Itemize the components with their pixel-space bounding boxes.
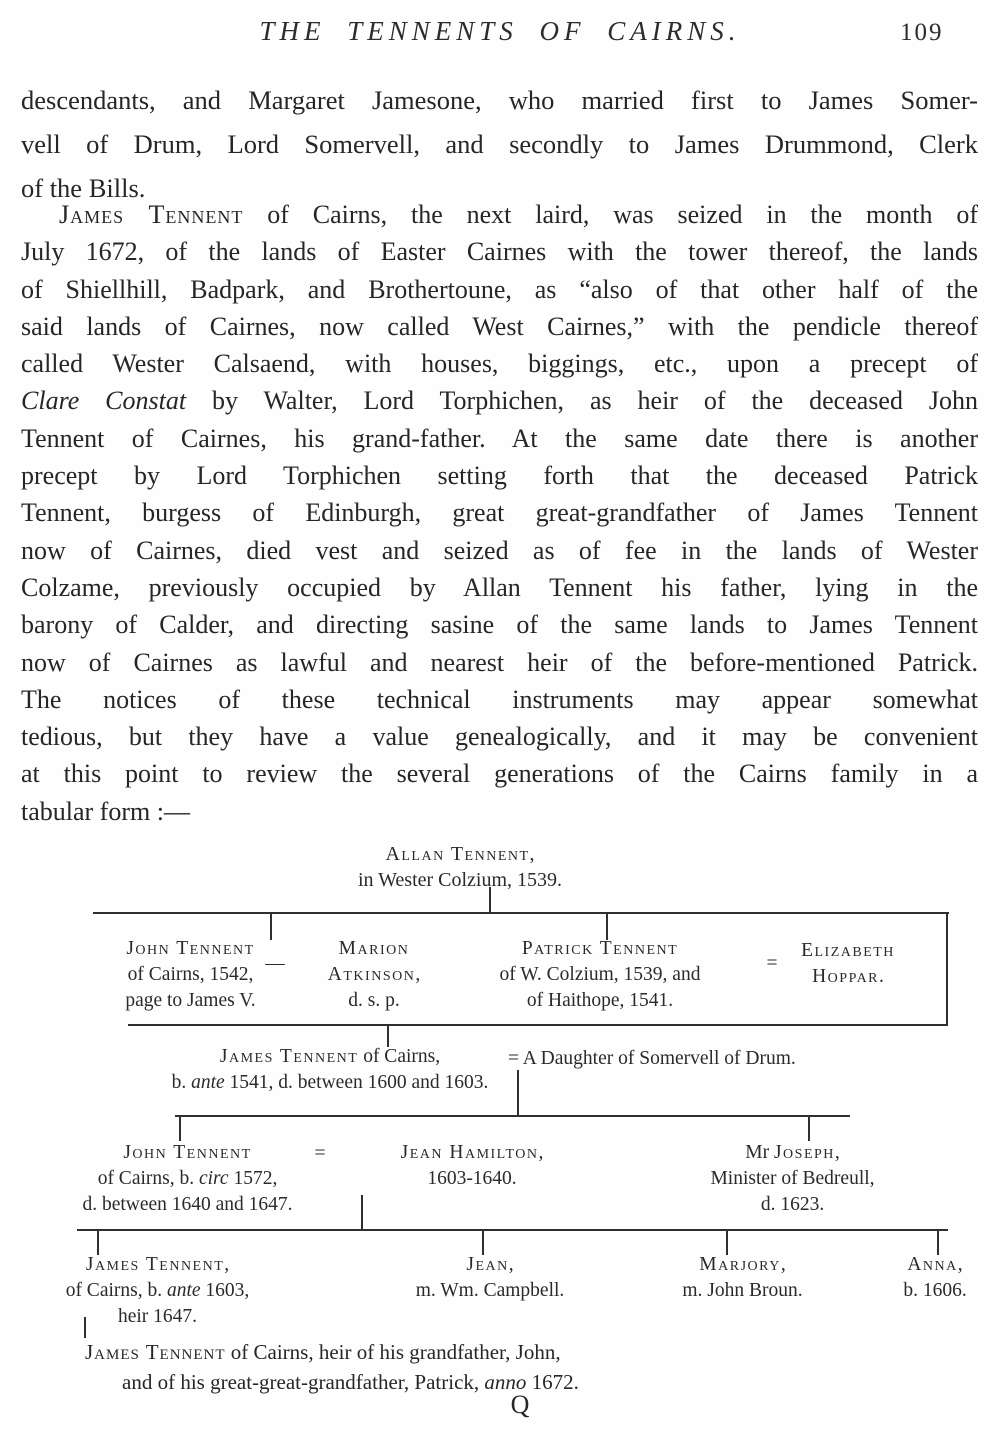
- tree-node-marion-atkinson: [294, 936, 454, 1014]
- tree-line: [77, 1229, 948, 1231]
- marriage-connector: —: [265, 953, 285, 974]
- tree-node-james-tennent-of-cairns: [110, 1044, 550, 1096]
- tree-node-jean: [385, 1252, 595, 1304]
- text-line: Clare Constat by Walter, Lord Torphichen, as heir of the deceased John: [21, 386, 978, 416]
- tree-line: [361, 1195, 363, 1231]
- person-name: John Tennent: [126, 938, 255, 959]
- text-line: descendants, and Margaret Jamesone, who married first to James Somer-: [21, 85, 978, 115]
- text-line: Tennent of Cairnes, his grand-father. At the same date there is another: [21, 423, 978, 453]
- person-detail: heir 1647.: [117, 1306, 198, 1327]
- person-name: Patrick Tennent: [521, 938, 679, 959]
- person-name: James Tennent of Cairns,: [219, 1046, 441, 1067]
- person-detail: b. 1606.: [903, 1280, 967, 1301]
- running-title: THE TENNENTS OF CAIRNS.: [259, 16, 741, 46]
- person-name: James Tennent,: [85, 1254, 230, 1275]
- person-detail: of Haithope, 1541.: [526, 990, 674, 1011]
- text-line: Tennent, burgess of Edinburgh, great great-grandfather of James Tennent: [21, 498, 978, 528]
- tree-node-mr-joseph: [665, 1140, 920, 1218]
- marriage-connector: =: [314, 1143, 326, 1164]
- text-line: now of Cairnes as lawful and nearest heir of the before-mentioned Patrick.: [21, 647, 978, 677]
- person-detail: d. s. p.: [348, 990, 400, 1011]
- person-name: Marjory,: [699, 1254, 786, 1275]
- person-name: Mr Joseph,: [745, 1142, 840, 1163]
- text-line: tedious, but they have a value genealogically, and it may be convenient: [21, 722, 978, 752]
- person-name: Allan Tennent,: [385, 843, 535, 865]
- person-detail: 1603-1640.: [427, 1168, 517, 1189]
- tree-node-allan-tennent: [310, 841, 610, 893]
- text-line: of the Bills.: [21, 173, 146, 203]
- person-detail: of Cairns, b. circ 1572,: [97, 1168, 278, 1189]
- marriage-connector: =: [766, 953, 778, 974]
- person-detail: m. Wm. Campbell.: [415, 1280, 565, 1301]
- text-line: said lands of Cairnes, now called West Cairnes,” with the pendicle thereof: [21, 311, 978, 341]
- page-number: 109: [900, 19, 944, 46]
- text-line: called Wester Calsaend, with houses, biggings, etc., upon a precept of: [21, 349, 978, 379]
- tree-line: [179, 1116, 181, 1141]
- tree-node-daughter-of-somervell: = A Daughter of Somervell of Drum.: [508, 1048, 796, 1069]
- person-detail: page to James V.: [125, 990, 256, 1011]
- person-name: Anna,: [907, 1254, 963, 1275]
- tree-line: [946, 913, 948, 1026]
- person-detail: of W. Colzium, 1539, and: [499, 964, 701, 985]
- paragraph: [21, 196, 978, 830]
- tree-line: [175, 1115, 850, 1117]
- text-line: tabular form :—: [21, 796, 190, 826]
- tree-node-elizabeth-hoppar: [778, 938, 918, 990]
- tree-node-patrick-tennent: [450, 936, 750, 1014]
- person-detail: of Cairns, b. ante 1603,: [65, 1280, 250, 1301]
- person-detail: of Cairns, 1542,: [127, 964, 254, 985]
- person-name: John Tennent: [123, 1142, 252, 1163]
- person-name: Jean,: [466, 1254, 514, 1275]
- tree-node-john-tennent-1572: [55, 1140, 320, 1218]
- text-line: The notices of these technical instruments may appear somewhat: [21, 684, 978, 714]
- person-detail: d. 1623.: [760, 1194, 825, 1215]
- person-name: Hoppar.: [812, 966, 884, 987]
- text-line: James Tennent of Cairns, the next laird, was seized in the month of: [59, 200, 979, 229]
- person-detail: b. ante 1541, d. between 1600 and 1603.: [171, 1072, 489, 1093]
- person-name: Marion: [338, 938, 410, 959]
- text-line: of Shiellhill, Badpark, and Brothertoune, as “also of that other half of the: [21, 274, 978, 304]
- person-name: Elizabeth: [801, 940, 895, 961]
- person-detail: m. John Broun.: [682, 1280, 803, 1301]
- heir-note-line: James Tennent of Cairns, heir of his grandfather, John,: [85, 1340, 561, 1364]
- person-name: Jean Hamilton,: [400, 1142, 544, 1163]
- text-line: now of Cairnes, died vest and seized as of fee in the lands of Wester: [21, 535, 978, 565]
- text-line: Colzame, previously occupied by Allan Tennent his father, lying in the: [21, 572, 978, 602]
- text-line: barony of Calder, and directing sasine of the same lands to James Tennent: [21, 610, 978, 640]
- tree-node-anna: [855, 1252, 1000, 1304]
- person-detail: d. between 1640 and 1647.: [82, 1194, 293, 1215]
- text-line: precept by Lord Torphichen setting forth that the deceased Patrick: [21, 461, 978, 491]
- tree-line: [808, 1116, 810, 1141]
- tree-line: [128, 1024, 948, 1026]
- person-detail: Minister of Bedreull,: [710, 1168, 875, 1189]
- person-name: Atkinson,: [327, 964, 421, 985]
- tree-node-marjory: [635, 1252, 850, 1304]
- tree-line: [93, 912, 949, 914]
- tree-node-jean-hamilton: [372, 1140, 572, 1192]
- text-line: July 1672, of the lands of Easter Cairnes with the tower thereof, the lands: [21, 237, 978, 267]
- text-line: at this point to review the several generations of the Cairns family in a: [21, 759, 978, 789]
- heir-note-line: and of his great-great-grandfather, Patrick, anno 1672.: [122, 1370, 579, 1394]
- tree-node-james-tennent-1603: [25, 1252, 290, 1330]
- signature-mark: Q: [510, 1390, 530, 1419]
- paragraph: [21, 78, 978, 210]
- person-detail: in Wester Colzium, 1539.: [357, 869, 563, 891]
- text-line: vell of Drum, Lord Somervell, and secondly to James Drummond, Clerk: [21, 129, 978, 159]
